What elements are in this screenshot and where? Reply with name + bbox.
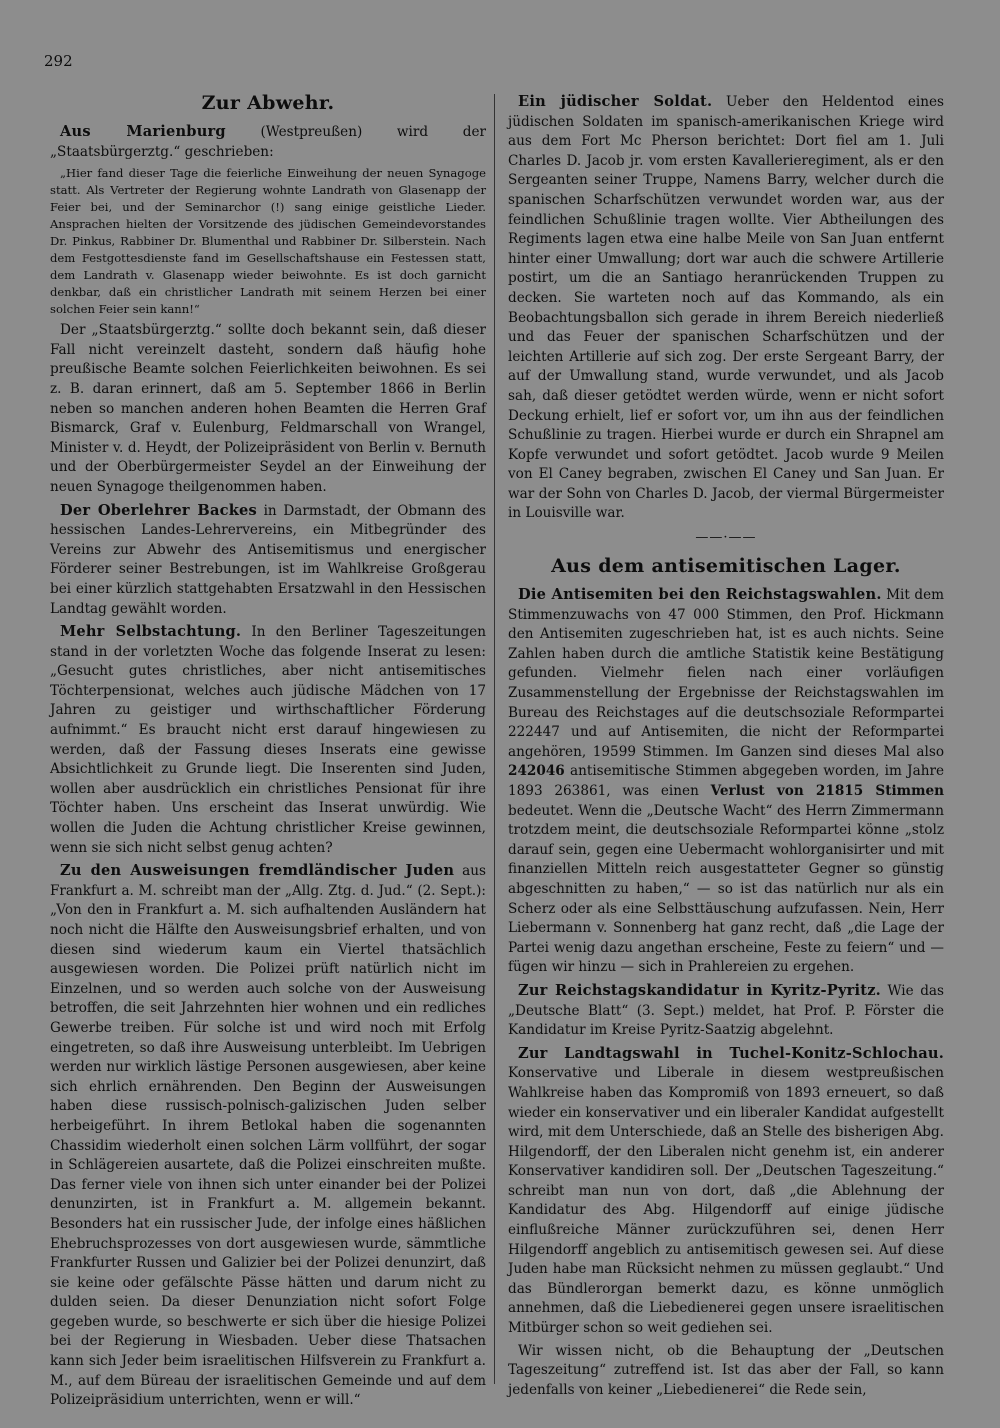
article-backes xyxy=(50,501,486,620)
article-lead: Aus Marienburg xyxy=(60,123,226,140)
article-text: in Darmstadt, der Obmann des hessischen Landes-Lehrervereins, ein Mitbegründer des Vereins zur Abwehr des Antisemitismus und energischer Förderer seiner Bestrebungen, ist im Wahlkreise Großgerau bei einer kürzlich stattgehabten Ersatzwahl in den Hessischen Landtag gewählt worden. xyxy=(50,502,486,617)
section-heading-abwehr: Zur Abwehr. xyxy=(201,92,335,114)
article-text: Wie das „Deutsche Blatt“ (3. Sept.) meldet, hat Prof. P. Förster die Kandidatur im Kreise Pyritz-Saatzig abgelehnt. xyxy=(508,982,944,1039)
section-ornament: ——·—— xyxy=(695,530,757,546)
article-lead: Die Antisemiten bei den Reichstagswahlen. xyxy=(518,586,882,604)
article-landtagswahl xyxy=(508,1044,944,1339)
article-reichstagswahlen xyxy=(508,585,944,978)
article-soldat xyxy=(508,92,944,524)
article-ausweisungen xyxy=(50,861,486,1411)
emphasis-loss: Verlust von 21815 Stimmen xyxy=(710,783,944,799)
article-kyritz-pyritz xyxy=(508,981,944,1041)
article-text: (Westpreußen) wird der „Staatsbürgerztg.“ geschrieben: xyxy=(50,124,486,160)
page-number: 292 xyxy=(44,52,73,70)
article-text: Mit dem Stimmenzuwachs von 47 000 Stimmen, den Prof. Hickmann den Antisemiten zugeschrieben hat, ist es auch nichts. Seine Zahlen haben durch die amtliche Statistik keine Bestätigung gefunden. Vielmehr fielen nach einer vorläufigen Zusammenstellung der Ergebnisse der Reichstagswahlen im Bureau des Reichstages auf die deutschsoziale Reformpartei 222447 und auf Antisemiten, die nicht der Reformpartei angehören, 19599 Stimmen. Im Ganzen sind dieses Mal also xyxy=(508,587,945,760)
article-text: bedeutet. Wenn die „Deutsche Wacht“ des Herrn Zimmermann trotzdem meint, die deutschsoziale Reformpartei könne „stolz darauf sein, gegen eine Uebermacht wohlorganisirter und mit finanziellen Mitteln reich ausgestatteter Gegner so günstig abgeschnitten zu haben,“ — so ist das natürlich nur als ein Scherz oder als eine Selbsttäuschung aufzufassen. Nein, Herr Liebermann v. Sonnenberg hat ganz recht, daß „die Lage der Partei wenig dazu angethan erscheine, Feste zu feiern“ und — fügen wir hinzu — sich in Prahlereien zu ergehen. xyxy=(508,802,944,976)
article-text: Ueber den Heldentod eines jüdischen Soldaten im spanisch-amerikanischen Kriege wird aus dem Fort Mc Pherson berichtet: Dort fiel am 1. Juli Charles D. Jacob jr. vom ersten Kavallerieregiment, als er den Sergeanten seiner Truppe, Namens Barry, welcher durch die spanischen Scharfschützen verwundet worden war, aus der feindlichen Schußlinie tragen wollte. Vier Abtheilungen des Regiments lagen etwa eine halbe Meile von San Juan entfernt hinter einer Umwallung; dort war auch die schwere Artillerie postirt, um die an Santiago heranrückenden Truppen zu decken. Sie warteten noch auf das Kommando, als ein Beobachtungsballon sich gerade in ihrem Bereich niederließ und das Feuer der spanischen Scharfschützen und der leichten Artillerie auf sich zog. Der erste Sergeant Barry, der auf der Umwallung stand, wurde verwundet, und als Jacob sah, daß dieser getödtet werden würde, wenn er nicht sofort Deckung erhielt, lief er sofort vor, um ihn aus der feindlichen Schußlinie zu tragen. Hierbei wurde er durch ein Shrapnel am Kopfe verwundet und sofort getödtet. Jacob wurde 9 Meilen von El Caney begraben, zwischen El Caney und San Juan. Er war der Sohn von Charles D. Jacob, der viermal Bürgermeister in Louisville war. xyxy=(508,94,944,522)
left-column xyxy=(50,92,486,1414)
section-heading-lager: Aus dem antisemitischen Lager. xyxy=(551,555,901,578)
article-text: aus Frankfurt a. M. schreibt man der „Allg. Ztg. d. Jud.“ (2. Sept.): „Von den in Frankfurt a. M. sich aufhaltenden Ausländern hat noch nicht die Hälfte den Ausweisungsbrief erhalten, und von diesen sind wiederum kaum ein Viertel thatsächlich ausgewiesen worden. Die Polizei prüft natürlich nicht im Einzelnen, und so werden auch solche von der Ausweisung betroffen, die seit Jahrzehnten hier wohnen und ein redliches Gewerbe treiben. Für solche ist und wird noch mit Erfolg eingetreten, so daß ihre Ausweisung unterbleibt. Im Uebrigen werden nur wirklich lästige Personen ausgewiesen, aber keine sich ehrlich ernährenden. Den Beginn der Ausweisungen haben diese russisch-polnisch-galizischen Juden selber herbeigeführt. In ihrem Betlokal haben die sogenannten Chassidim wiederholt einen solchen Lärm vollführt, der sogar in Schlägereien ausartete, daß die Polizei einschreiten mußte. Das ferner viele von ihnen sich unter einander bei der Polizei denunzirten, ist in Frankfurt a. M. allgemein bekannt. Besonders hat ein russischer Jude, der infolge eines häßlichen Ehebruchsprozesses von dort ausgewiesen wurde, sämmtliche Frankfurter Russen und Galizier bei der Polizei denunzirt, daß sie keine oder gefälschte Pässe hätten und darum nicht zu dulden seien. Da dieser Denunziation nicht sofort Folge gegeben wurde, so beschwerte er sich über die hiesige Polizei bei der Regierung in Wiesbaden. Ueber diese Thatsachen kann sich Jeder beim israelitischen Hilfsverein zu Frankfurt a. M., auf dem Büreau der israelitischen Gemeinde und auf dem Polizeipräsidium unterrichten, wenn er will.“ xyxy=(50,863,486,1409)
article-text: antisemitische Stimmen abgegeben worden, im Jahre 1893 263861, was einen xyxy=(508,763,944,799)
article-text: In den Berliner Tageszeitungen stand in der vorletzten Woche das folgende Inserat zu lesen: „Gesucht gutes christliches, aber nicht antisemitisches Töchterpensionat, welches auch jüdische Mädchen von 17 Jahren zu geistiger und wirthschaftlicher Förderung aufnimmt.“ Es braucht nicht erst darauf hingewiesen zu werden, daß der Fassung dieses Inserats eine gewisse Absichtlichkeit zu Grunde liegt. Die Inserenten sind Juden, wollen aber ausdrücklich ein christliches Pensionat für ihre Töchter haben. Uns erscheint das Inserat unwürdig. Wie wollen die Juden die Achtung christlicher Kreise gewinnen, wenn sie sich nicht selbst genug achten? xyxy=(50,624,486,856)
quoted-passage: „Hier fand dieser Tage die feierliche Einweihung der neuen Synagoge statt. Als Vertreter der Regierung wohnte Landrath von Glasenapp der Feier bei, und der Seminarchor (!) sang einige geistliche Lieder. Ansprachen hielten der Vorsitzende des jüdischen Gemeindevorstandes Dr. Pinkus, Rabbiner Dr. Blumenthal und Rabbiner Dr. Silberstein. Nach dem Festgottesdienste fand im Gesellschaftshause ein Festessen statt, dem Landrath v. Glasenapp wieder beiwohnte. Es ist doch garnicht denkbar, daß ein christlicher Landrath mit seinem Herzen bei einer solchen Feier sein kann!“ xyxy=(50,166,486,317)
article-closing-paragraph: Wir wissen nicht, ob die Behauptung der „Deutschen Tageszeitung“ zutreffend ist. Ist das aber der Fall, so kann jedenfalls von keiner „Liebedienerei“ die Rede sein, xyxy=(508,1342,944,1398)
emphasis-number: 242046 xyxy=(508,763,565,780)
article-text: Konservative und Liberale in diesem westpreußischen Wahlkreise haben das Kompromiß von 1893 erneuert, so daß wieder ein konservativer und ein liberaler Kandidat aufgestellt wird, mit dem Unterschiede, daß an Stelle des bisherigen Abg. Hilgendorff, der den Liberalen nicht genehm ist, ein anderer Konservativer kandidiren soll. Der „Deutschen Tageszeitung.“ schreibt man nun von dort, daß „die Ablehnung der Kandidatur des Abg. Hilgendorff auf einige jüdische einflußreiche Männer zurückzuführen sei, denen Herr Hilgendorff angeblich zu antisemitisch gewesen sei. Auf diese Juden habe man Rücksicht nehmen zu müssen geglaubt.“ Und das Bündlerorgan bemerkt dazu, es könne unmöglich annehmen, daß die Liebedienerei gegen unsere israelitischen Mitbürger schon so weit gediehen sei. xyxy=(508,1065,944,1337)
article-marienburg xyxy=(50,122,486,162)
column-divider xyxy=(494,94,495,1384)
right-column xyxy=(508,92,944,1403)
article-comment: Der „Staatsbürgerztg.“ sollte doch bekannt sein, daß dieser Fall nicht vereinzelt dasteht, sondern daß häufig hohe preußische Beamte solchen Feierlichkeiten beiwohnen. Es sei z. B. daran erinnert, daß am 5. September 1866 in Berlin neben so manchen anderen hohen Beamten die Herren Graf Bismarck, Graf v. Eulenburg, Feldmarschall von Wrangel, Minister v. d. Heydt, der Polizeipräsident von Berlin v. Bernuth und der Oberbürgermeister Seydel an der Einweihung der neuen Synagoge theilgenommen haben. xyxy=(50,322,486,495)
article-lead: Zu den Ausweisungen fremdländischer Juden xyxy=(60,862,455,880)
article-lead: Zur Reichstagskandidatur in Kyritz-Pyritz. xyxy=(518,981,881,999)
article-lead: Ein jüdischer Soldat. xyxy=(518,93,713,110)
article-lead: Mehr Selbstachtung. xyxy=(60,623,242,641)
article-lead: Der Oberlehrer Backes xyxy=(60,501,257,519)
article-lead: Zur Landtagswahl in Tuchel-Konitz-Schlochau. xyxy=(518,1044,944,1062)
article-selbstachtung xyxy=(50,622,486,858)
